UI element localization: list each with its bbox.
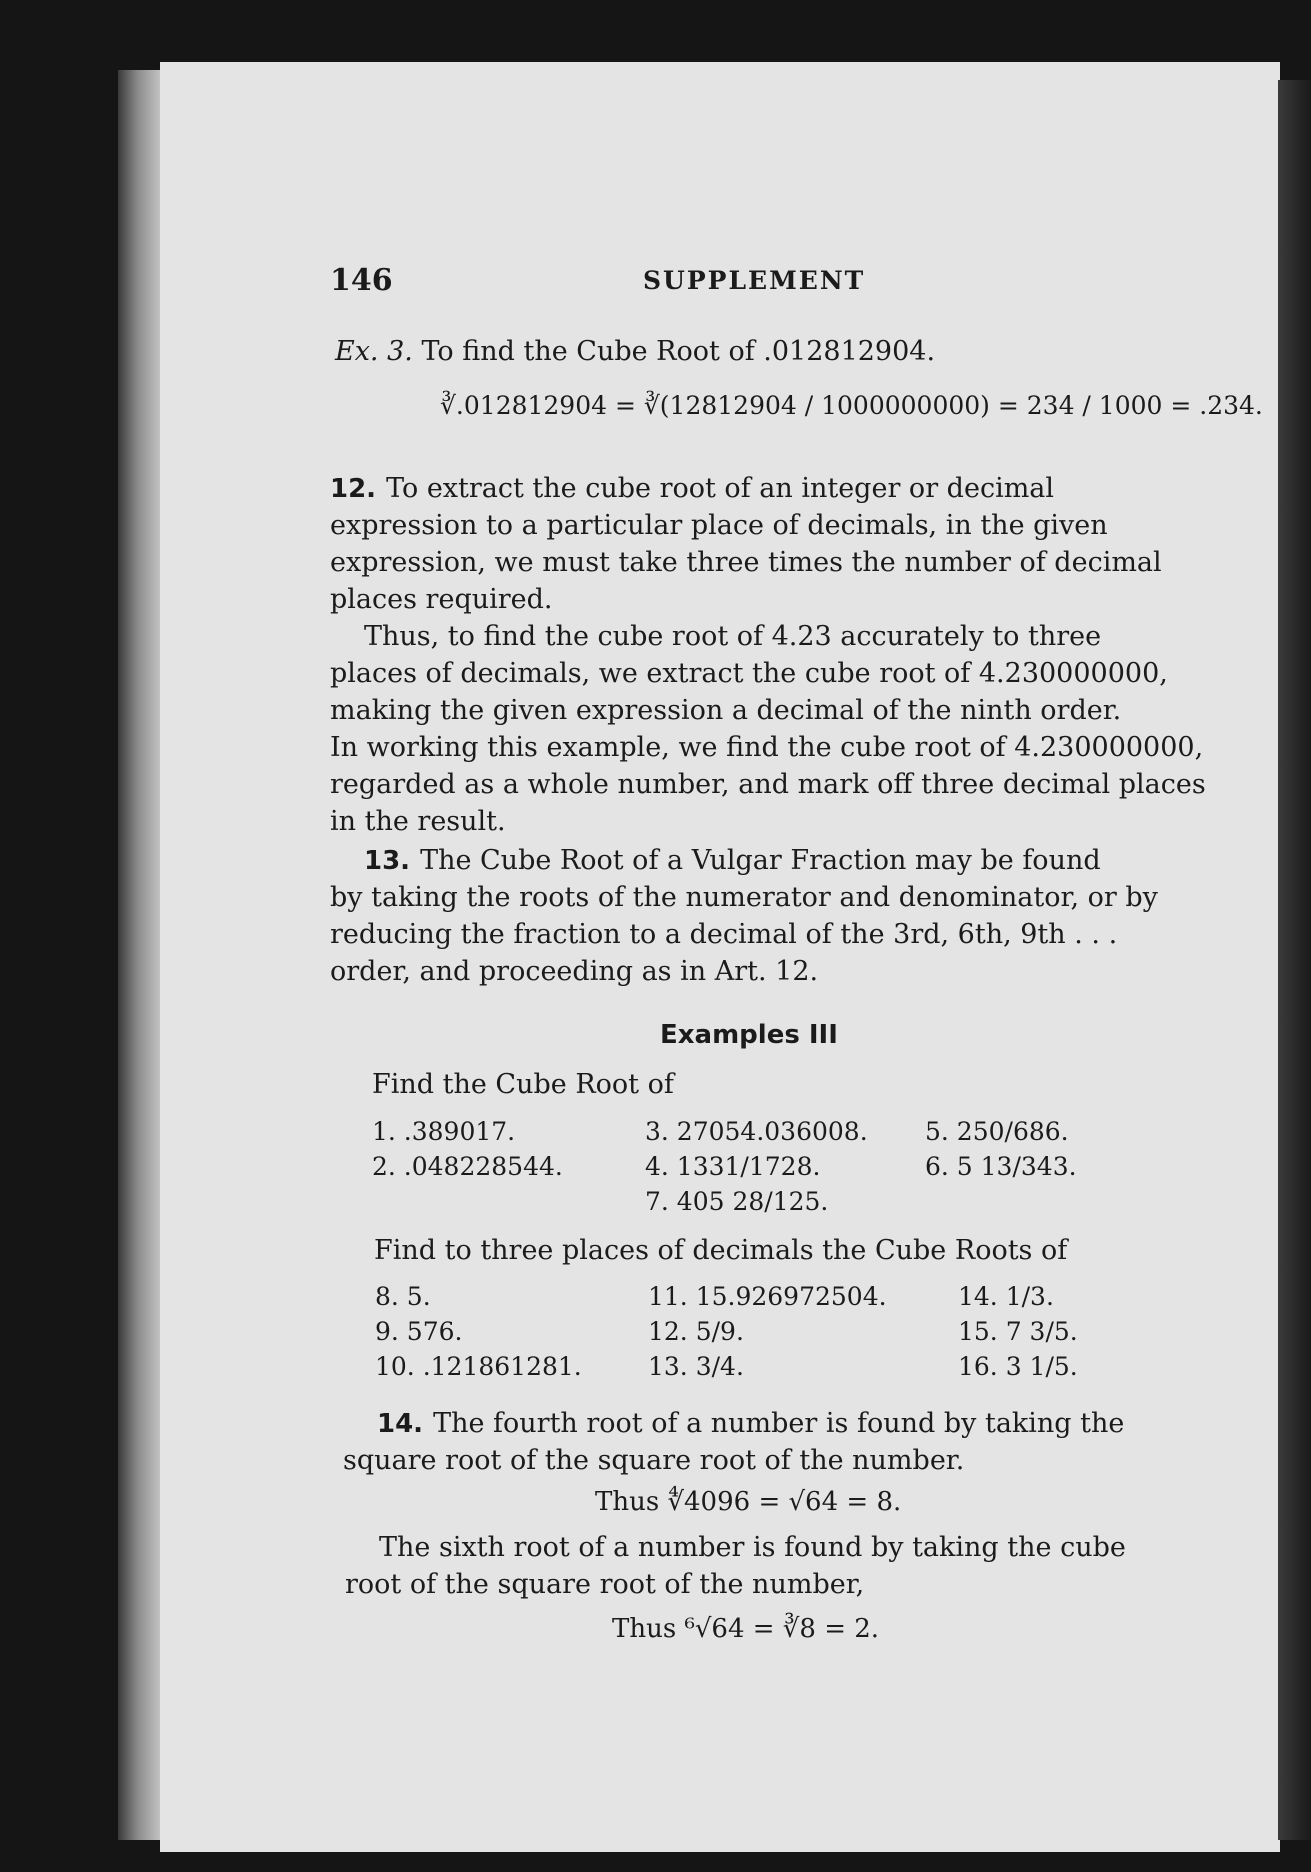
- exercise-item: 5. 250/686.: [925, 1117, 1069, 1146]
- article-line: In working this example, we find the cube root of 4.230000000,: [330, 732, 1204, 763]
- article-line: order, and proceeding as in Art. 12.: [330, 956, 819, 987]
- exercise-item: 8. 5.: [375, 1282, 431, 1311]
- article-line: regarded as a whole number, and mark off three decimal places: [330, 769, 1206, 800]
- article-line: The Cube Root of a Vulgar Fraction may be found: [420, 845, 1101, 876]
- article-line: expression to a particular place of decimals, in the given: [330, 510, 1108, 541]
- exercise-item: 14. 1/3.: [958, 1282, 1054, 1311]
- page-number: 146: [330, 263, 393, 298]
- exercise-item: 3. 27054.036008.: [645, 1117, 868, 1146]
- cube-root-formula: ∛.012812904 = ∛(12812904 / 1000000000) = 234 / 1000 = .234.: [440, 391, 1263, 420]
- fourth-root-example: Thus ∜4096 = √64 = 8.: [595, 1487, 902, 1517]
- article-line: places of decimals, we extract the cube root of 4.230000000,: [330, 658, 1168, 689]
- article-line: reducing the fraction to a decimal of the 3rd, 6th, 9th . . .: [330, 919, 1118, 950]
- exercise-item: 10. .121861281.: [375, 1352, 582, 1381]
- article-line: in the result.: [330, 806, 506, 837]
- find-three-places-label: Find to three places of decimals the Cube Roots of: [374, 1235, 1068, 1266]
- exercise-item: 13. 3/4.: [648, 1352, 744, 1381]
- exercise-item: 1. .389017.: [372, 1117, 516, 1146]
- article-line: The fourth root of a number is found by taking the: [433, 1408, 1125, 1439]
- exercise-item: 11. 15.926972504.: [648, 1282, 887, 1311]
- article-13: [330, 842, 1165, 990]
- exercise-item: 16. 3 1/5.: [958, 1352, 1078, 1381]
- exercise-item: 6. 5 13/343.: [925, 1152, 1077, 1181]
- article-number: 13.: [364, 846, 411, 876]
- example-3-text: To find the Cube Root of .012812904.: [421, 336, 936, 367]
- exercise-item: 7. 405 28/125.: [645, 1187, 829, 1216]
- article-14: [343, 1405, 1178, 1479]
- find-cube-root-label: Find the Cube Root of: [372, 1069, 674, 1100]
- article-line: expression, we must take three times the number of decimal: [330, 547, 1162, 578]
- page-header: [330, 262, 890, 302]
- article-line: by taking the roots of the numerator and denominator, or by: [330, 882, 1158, 913]
- article-line: root of the square root of the number,: [345, 1569, 865, 1600]
- article-line: places required.: [330, 584, 553, 615]
- article-line: Thus, to find the cube root of 4.23 accurately to three: [364, 621, 1102, 652]
- example-3: [335, 333, 935, 370]
- running-head: SUPPLEMENT: [643, 266, 866, 295]
- example-3-label: Ex. 3.: [335, 336, 413, 367]
- sixth-root-example: Thus ⁶√64 = ∛8 = 2.: [612, 1614, 880, 1644]
- sixth-root-paragraph: [345, 1529, 1180, 1603]
- facing-page-edge: [1278, 80, 1311, 1840]
- article-line: The sixth root of a number is found by taking the cube: [379, 1532, 1126, 1563]
- article-number: 12.: [330, 474, 377, 504]
- exercise-item: 9. 576.: [375, 1317, 463, 1346]
- examples-heading: Examples III: [660, 1020, 838, 1050]
- article-number: 14.: [377, 1409, 424, 1439]
- exercise-item: 4. 1331/1728.: [645, 1152, 821, 1181]
- article-line: making the given expression a decimal of the ninth order.: [330, 695, 1122, 726]
- article-12: [330, 470, 1165, 618]
- article-line: square root of the square root of the number.: [343, 1445, 965, 1476]
- exercise-item: 2. .048228544.: [372, 1152, 563, 1181]
- exercise-item: 15. 7 3/5.: [958, 1317, 1078, 1346]
- exercise-item: 12. 5/9.: [648, 1317, 744, 1346]
- article-12-thus: [330, 618, 1206, 840]
- article-line: To extract the cube root of an integer or decimal: [386, 473, 1055, 504]
